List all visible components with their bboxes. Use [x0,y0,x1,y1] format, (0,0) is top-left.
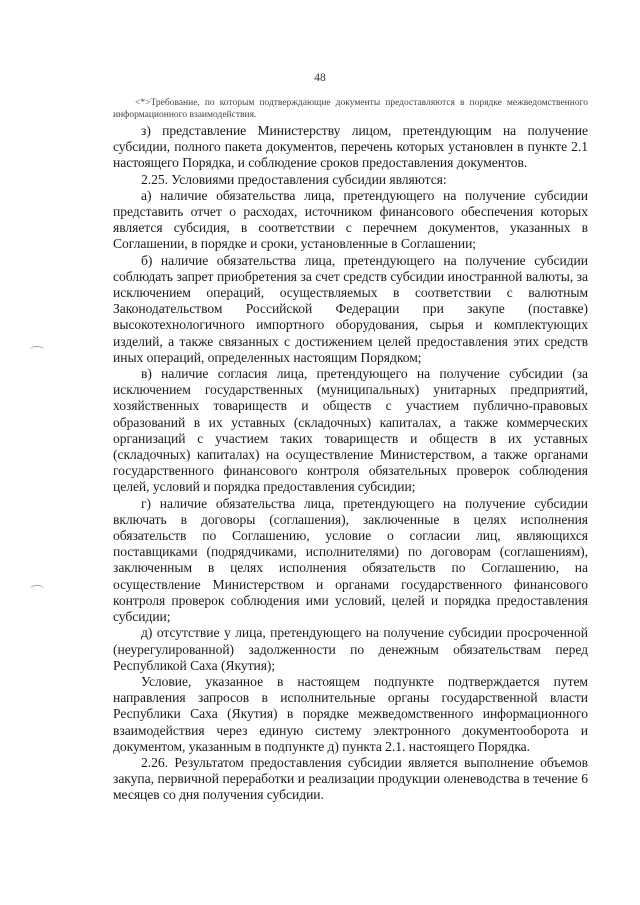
paragraph-z: з) представление Министерству лицом, претендующим на получение субсидии, полного пакета документов, перечень которых установлен в пункте 2.1 настоящего Порядка, и соблюдение сроков предоставления документов. [113,123,588,171]
scan-artifact-mark [30,346,44,353]
paragraph-2-25-heading: 2.25. Условиями предоставления субсидии являются: [141,171,447,187]
paragraph-b: б) наличие обязательства лица, претендующего на получение субсидии соблюдать запрет приобретения за счет средств субсидии иностранной валюты, за исключением операций, осуществляемых в соответствии с валютным Законодательством Российской Федерации при закупе (поставке) высокотехнологичного импортного оборудования, сырья и комплектующих изделий, а также связанных с достижением целей предоставления этих средств иных операций, определенных настоящим Порядком; [113,252,588,365]
paragraph-condition-note: Условие, указанное в настоящем подпункте подтверждается путем направления запросов в исполнительные органы государственной власти Республики Саха (Якутия) в порядке межведомственного информационного взаимодействия через единую систему электронного документооборота и документом, указанным в подпункте д) пункта 2.1. настоящего Порядка. [113,673,588,754]
footnote: <*>Требование, по которым подтверждающие документы предоставляются в порядке межведомственного информационного взаимодействия. [113,98,588,120]
paragraph-a: а) наличие обязательства лица, претендующего на получение субсидии представить отчет о расходах, источником финансового обеспечения которых является субсидия, в соответствии с перечнем документов, указанных в Соглашении, в порядке и сроки, установленные в Соглашении; [113,187,588,252]
paragraph-d: д) отсутствие у лица, претендующего на получение субсидии просроченной (неурегулированной) задолженности по денежным обязательствам перед Республикой Саха (Якутия); [113,625,588,673]
document-body [113,98,588,804]
paragraph-v: в) наличие согласия лица, претендующего на получение субсидии (за исключением государственных (муниципальных) унитарных предприятий, хозяйственных товариществ и обществ с участием публично-правовых образований в их уставных (складочных) капиталах, а также коммерческих организаций с участием таких товариществ и обществ в их уставных (складочных) капиталах) на осуществление Министерством, а также органами государственного финансового контроля обязательных проверок соблюдения целей, условий и порядка предоставления субсидии; [113,366,588,495]
page-number: 48 [314,72,326,84]
paragraph-g: г) наличие обязательства лица, претендующего на получение субсидии включать в договоры (соглашения), заключенные в целях исполнения обязательств по Соглашению, условие о согласии лиц, являющихся поставщиками (подрядчиками, исполнителями) по договорам (соглашениям), заключенным в целях исполнения обязательств по Соглашению, на осуществление Министерством и органами государственного финансового контроля проверок соблюдения ими условий, целей и порядка предоставления субсидии; [113,495,588,625]
scan-artifact-mark [30,585,44,592]
paragraph-2-26: 2.26. Результатом предоставления субсидии является выполнение объемов закупа, первичной переработки и реализации продукции оленеводства в течение 6 месяцев со дня получения субсидии. [113,754,588,803]
